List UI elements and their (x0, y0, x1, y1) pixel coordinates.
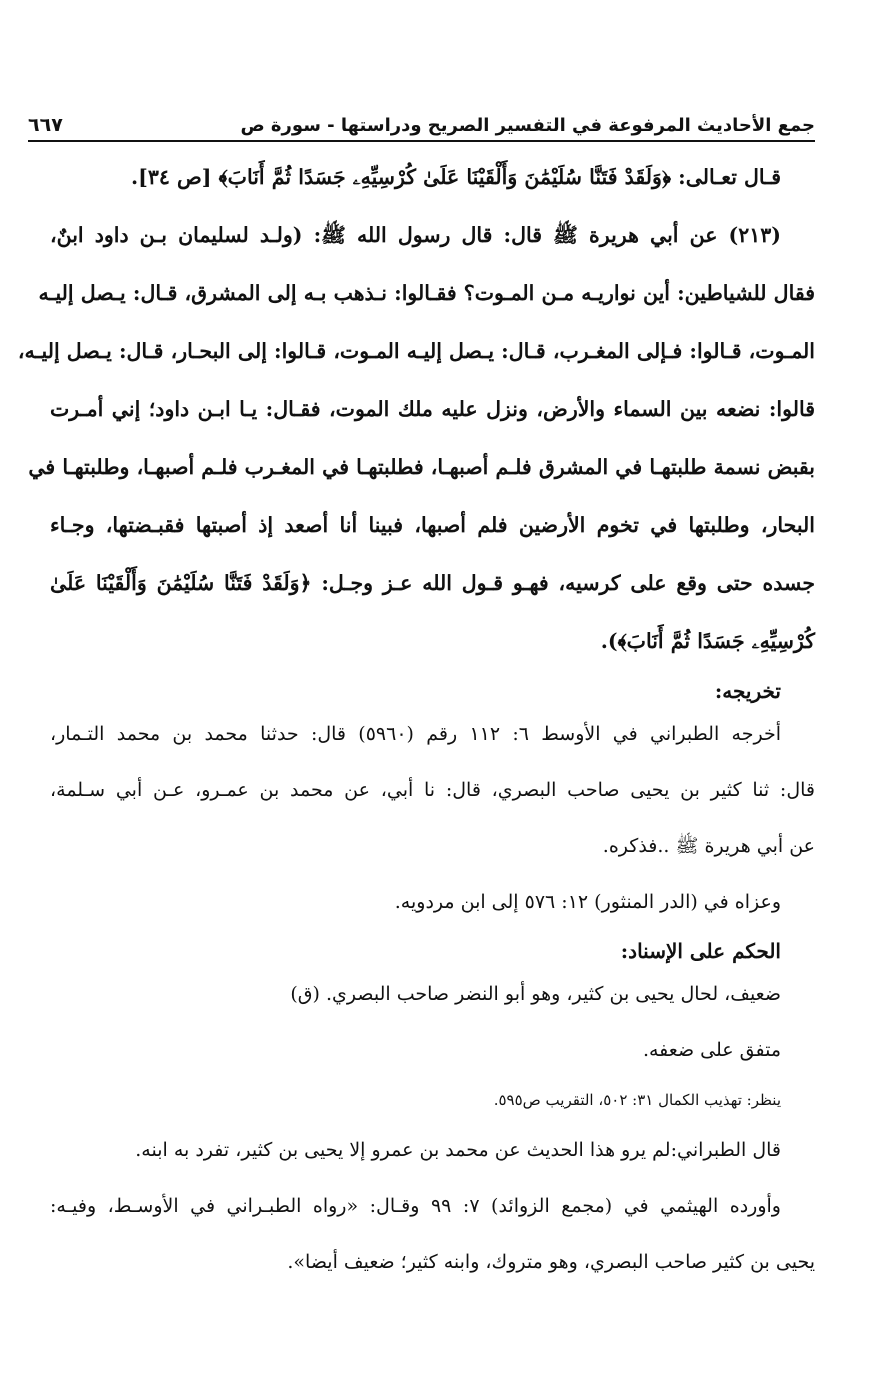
takhrij-heading: تخريجه: (714, 679, 781, 703)
hadith-line: فقال للشياطين: أين نواريـه مـن المـوت؟ فقـالوا: نـذهب بـه إلى المشرق، قـال: يـصل إليـه (38, 281, 815, 305)
hadith-line: (٢١٣) عن أبي هريرة ﷺ قال: قال رسول الله ﷺ: (ولـد لسليمان بـن داود ابنٌ، (50, 223, 781, 247)
takhrij-line: أخرجه الطبراني في الأوسط ٦: ١١٢ رقم (٥٩٦٠) قال: حدثنا محمد بن محمد التـمار، (50, 723, 781, 745)
hadith-line: جسده حتى وقع على كرسيه، فهـو قـول الله عـز وجـل: ﴿وَلَقَدْ فَتَنَّا سُلَيْمَٰنَ وَأَلْقَيْنَا عَلَىٰ (50, 571, 815, 595)
hadith-line: بقبض نسمة طلبتهـا في المشرق فلـم أصبهـا، فطلبتهـا في المغـرب فلـم أصبهـا، وطلبتهـا في (28, 455, 815, 479)
running-header (28, 104, 815, 142)
verse-intro: قـال تعـالى: ﴿وَلَقَدْ فَتَنَّا سُلَيْمَٰنَ وَأَلْقَيْنَا عَلَىٰ كُرْسِيِّهِۦ جَسَدًا ثُمَّ أَنَابَ﴾ [ص ٣٤]. (130, 165, 781, 189)
page-number: ٦٦٧ (28, 114, 63, 136)
hukm-heading: الحكم على الإسناد: (620, 939, 781, 963)
page-body (17, 148, 815, 1290)
haythami-line: وأورده الهيثمي في (مجمع الزوائد) ٧: ٩٩ وقـال: «رواه الطبـراني في الأوسـط، وفيـه: (50, 1195, 781, 1217)
hadith-line: قالوا: نضعه بين السماء والأرض، ونزل عليه ملك الموت، فقـال: يـا ابـن داود؛ إني أمـرت (50, 397, 815, 421)
hadith-line: المـوت، قـالوا: فـإلى المغـرب، قـال: يـصل إليـه المـوت، قـالوا: إلى البحـار، قـال: يـصل إليـه، (17, 339, 815, 363)
hadith-line: البحار، وطلبتها في تخوم الأرضين فلم أصبها، فبينا أنا أصعد إذ أصبتها فقبـضتها، وجـاء (50, 513, 815, 537)
hukm-line: متفق على ضعفه. (642, 1039, 781, 1061)
haythami-line: يحيى بن كثير صاحب البصري، وهو متروك، وابنه كثير؛ ضعيف أيضا». (287, 1251, 815, 1273)
takhrij-line: قال: ثنا كثير بن يحيى صاحب البصري، قال: نا أبي، عن محمد بن عمـرو، عـن أبي سـلمة، (50, 779, 815, 801)
header-title: جمع الأحاديث المرفوعة في التفسير الصريح ودراستها - سورة ص (240, 115, 815, 136)
hadith-line: كُرْسِيِّهِۦ جَسَدًا ثُمَّ أَنَابَ﴾). (600, 629, 815, 653)
takhrij-attribution: وعزاه في (الدر المنثور) ١٢: ٥٧٦ إلى ابن مردويه. (394, 891, 781, 913)
hukm-line: ضعيف، لحال يحيى بن كثير، وهو أبو النضر صاحب البصري. (ق) (290, 983, 781, 1005)
tabarani-statement: قال الطبراني:لم يرو هذا الحديث عن محمد بن عمرو إلا يحيى بن كثير، تفرد به ابنه. (135, 1139, 781, 1161)
hukm-reference: ينظر: تهذيب الكمال ٣١: ٥٠٢، التقريب ص٥٩٥. (493, 1091, 781, 1109)
takhrij-line: عن أبي هريرة ﷺ ..فذكره. (602, 835, 815, 857)
